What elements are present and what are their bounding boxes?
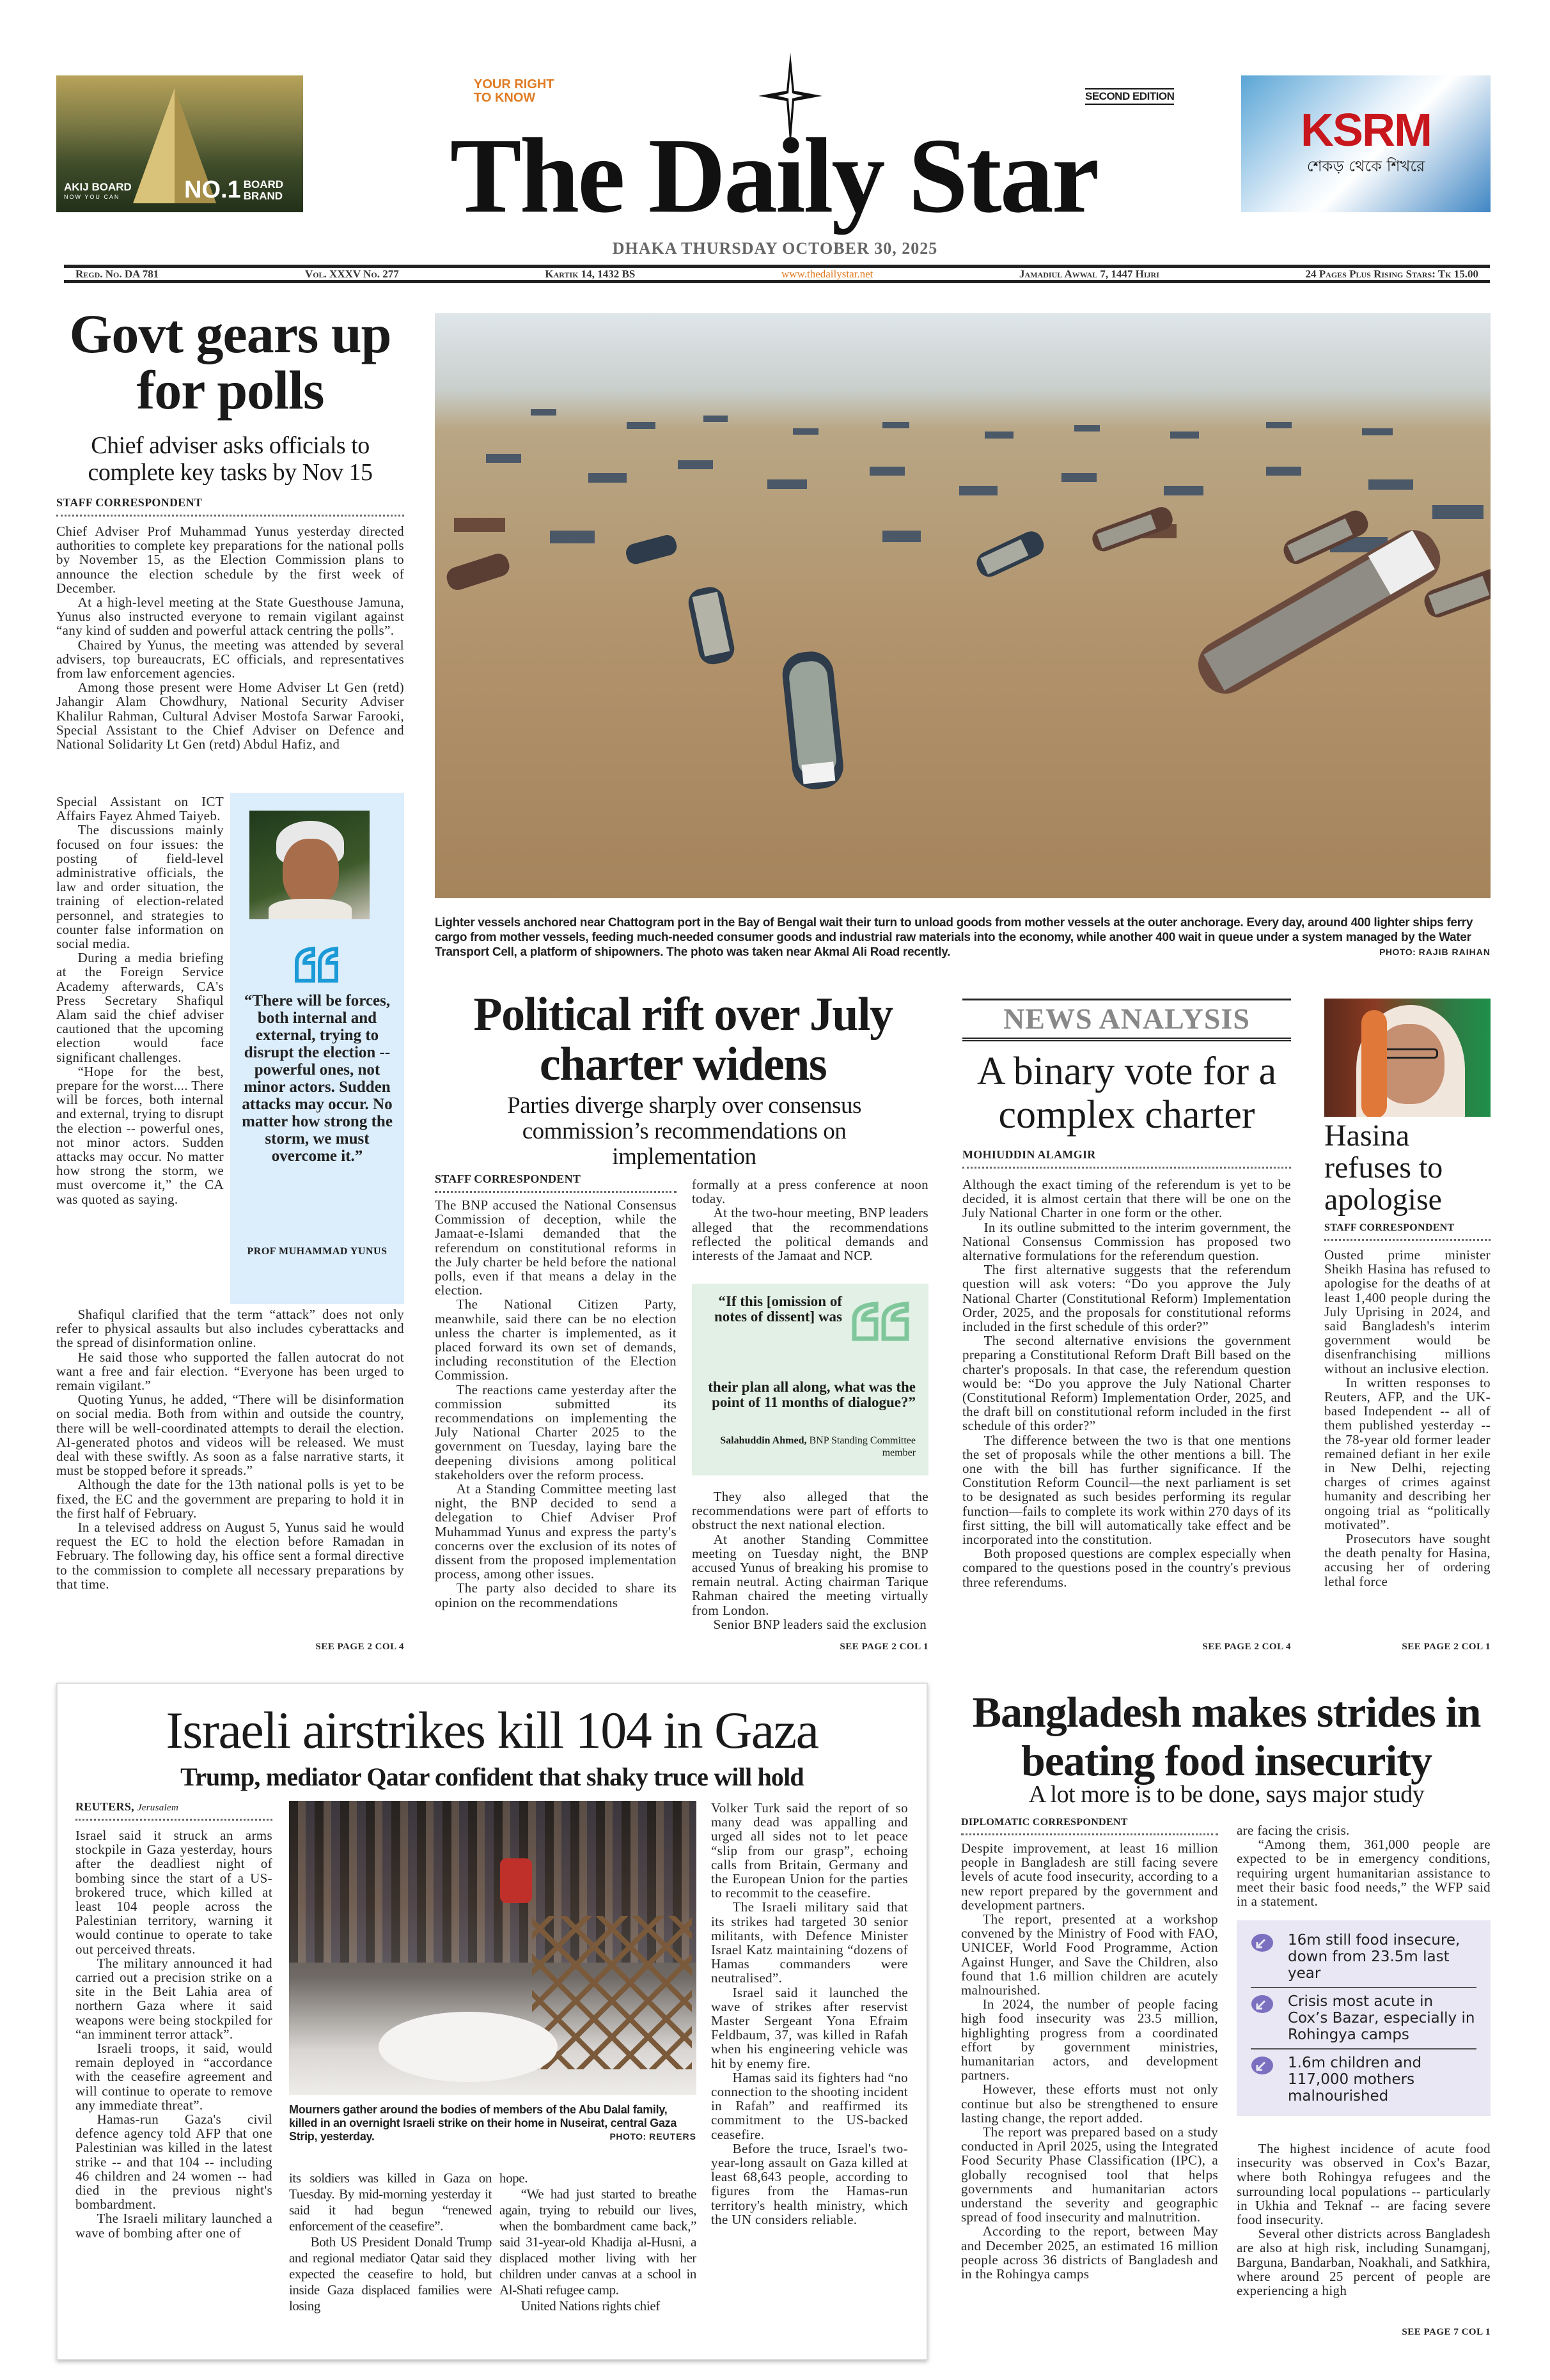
charter-byline: STAFF CORRESPONDENT <box>435 1172 677 1193</box>
paragraph: Chief Adviser Prof Muhammad Yunus yesterday directed authorities to complete key preparations for the national polls by November 15, as the Election Commission plans to announce the election schedule by the first week of December. <box>56 524 404 596</box>
paragraph: Ousted prime minister Sheikh Hasina has refused to apologise for the deaths of at least 1,400 people during the July Uprising in 2024, and said Bangladesh's interim government would be disenfranchising millions without an inclusive election. <box>1324 1248 1491 1376</box>
arrow-circle-icon <box>1251 1995 1274 2014</box>
charter-subhead: Parties diverge sharply over consensus commission’s recommendations on implementation <box>507 1093 861 1170</box>
paragraph: Hamas-run Gaza's civil defence agency told AFP that one Palestinian was killed in the latest strike -- and that 104 -- including 46 children and 24 women -- had died in the previous night's bombardment. <box>75 2112 272 2213</box>
hasina-headline[interactable]: Hasina refuses to apologise <box>1324 1119 1443 1217</box>
quote-speaker-name: Salahuddin Ahmed, <box>720 1435 807 1446</box>
gaza-body-col-1 <box>75 1828 272 2353</box>
paragraph: Chaired by Yunus, the meeting was attended by several advisers, top bureaucrats, EC officials, and representatives from law enforcement agencies. <box>56 637 404 681</box>
news-analysis-kicker <box>962 999 1291 1041</box>
paragraph: At the two-hour meeting, BNP leaders alleged that the recommendations reflected the political demands and interests of the Jamaat and NCP. <box>692 1205 928 1263</box>
pull-quote-text-2: their plan all along, what was the point of 11 months of dialogue?” <box>708 1379 916 1410</box>
pull-quote-attribution: PROF MUHAMMAD YUNUS <box>247 1246 388 1257</box>
food-body-col-2-bottom <box>1237 2142 1491 2312</box>
food-subhead: A lot more is to be done, says major study <box>1028 1781 1425 1808</box>
paragraph: The BNP accused the National Consensus Commission of deception, while the Jamaat-e-Islami demanded that the referendum on constitutional reforms in the July charter be held before the national polls, even if that means a delay in the election. <box>435 1198 677 1298</box>
charter-pull-quote-box <box>692 1284 928 1475</box>
gaza-byline <box>75 1800 272 1821</box>
paragraph: Special Assistant on ICT Affairs Fayez Ahmed Taiyeb. <box>56 795 224 824</box>
food-body-col-1 <box>961 1841 1218 2353</box>
paragraph: The report, presented at a workshop convened by the Ministry of Food with FAO, UNICEF, World Food Programme, Action Against Hunger, and Save the Children, also found that 1.6 million children are acutely malnourished. <box>961 1911 1218 1998</box>
paragraph: “Hope for the best, prepare for the worst.... There will be forces, both internal and external, trying to disrupt the election -- powerful ones, not minor actors. Sudden attacks may occur. No matter how strong the storm, we must overcome it,” the CA was quoted as saying. <box>56 1063 224 1207</box>
paragraph: In written responses to Reuters, AFP, and the UK-based Independent -- all of them published yesterday -- the 78-year old former leader remained defiant in her exile in New Delhi, rejecting charges of crimes against humanity and describing her ongoing trial as “politically motivated”. <box>1324 1374 1491 1532</box>
paragraph: Senior BNP leaders said the exclusion <box>713 1616 927 1632</box>
paragraph: are facing the crisis. <box>1237 1823 1350 1838</box>
polls-subhead: Chief adviser asks officials to complete key tasks by Nov 15 <box>88 432 373 486</box>
polls-body-bottom <box>56 1307 404 1638</box>
ad-slogan: NOW YOU CAN <box>64 194 120 200</box>
quote-speaker-role: BNP Standing Committee member <box>809 1435 916 1458</box>
gaza-body-col-3 <box>499 2170 696 2349</box>
paragraph: Although the date for the 13th national polls is yet to be fixed, the EC and the government are preparing to hold it in the first half of February. <box>56 1477 404 1521</box>
paragraph: formally at a press conference at noon today. <box>692 1178 928 1207</box>
paragraph: The second alternative envisions the government preparing a Constitutional Reform Draft Bill based on the charter's proposals. In that case, the referendum question would be: “Do you approve the July National Charter (Constitutional Reform) Implementation Order, 2025, and the draft bill on constitutional reform included in the first schedule of this order?” <box>962 1333 1291 1434</box>
paragraph: Israeli troops, it said, would remain deployed in “accordance with the ceasefire agreement and will continue to operate to remove any immediate threat”. <box>75 2041 272 2113</box>
paragraph: The highest incidence of acute food insecurity was observed in Cox's Bazar, where both Rohingya refugees and the surrounding local populations -- particularly in Ukhia and Teknaf -- are facing severe food insecurity. <box>1237 2142 1491 2228</box>
charter-body-col-2-top <box>692 1178 928 1263</box>
ad-slogan: শেকড় থেকে শিখরে <box>1306 157 1425 175</box>
gaza-body-col-2 <box>289 2170 492 2349</box>
arrow-circle-icon <box>1251 2056 1274 2075</box>
lead-photo-caption <box>435 915 1491 960</box>
masthead-tagline <box>474 78 554 105</box>
paragraph: In 2024, the number of people facing high food insecurity was 23.5 million, highlighting progress from a coordinated effort by government ministries, humanitarian actors, and development partners. <box>961 1996 1218 2083</box>
paragraph: However, these efforts must not only continue but also be strengthened to ensure lasting change, the report added. <box>961 2081 1218 2126</box>
photo-credit <box>1379 945 1491 960</box>
ad-claim-1: BOARD <box>243 178 284 191</box>
polls-byline: STAFF CORRESPONDENT <box>56 496 404 517</box>
food-key-facts-box <box>1237 1920 1491 2116</box>
paragraph: He said those who supported the fallen autocrat do not want a free and fair election. “Everyone has been urged to remain vigilant.” <box>56 1349 404 1394</box>
ad-akij-board[interactable] <box>56 75 303 212</box>
paragraph: hope. <box>499 2170 528 2186</box>
edition-label: SECOND EDITION <box>1085 88 1174 105</box>
photo-credit <box>610 2130 697 2143</box>
paragraph: Hamas said its fighters had “no connection to the shooting incident in Rafah” and reaffirmed its commitment to the US-backed ceasefire. <box>711 2069 908 2142</box>
paragraph: United Nations rights chief <box>521 2298 660 2314</box>
credit-label: PHOTO: <box>609 2131 646 2142</box>
bengali-date: Kartik 14, 1432 BS <box>545 267 636 280</box>
paragraph: “Among them, 361,000 people are expected to be in emergency conditions, requiring urgent humanitarian assistance to meet their basic food needs,” the WFP said in a statement. <box>1237 1837 1491 1909</box>
caption-text: Lighter vessels anchored near Chattogram port in the Bay of Bengal wait their turn to unload goods from mother vessels at the outer anchorage. Every day, around 400 lighter ships ferry cargo from mother vessels, feeding much-needed consumer goods and industrial raw materials into the economy, while another 400 wait in queue under a system managed by the Water Transport Cell, a platform of shipowners. The photo was taken near Akmal Ali Road recently. <box>435 916 1473 959</box>
ad-ksrm[interactable] <box>1241 75 1491 212</box>
paragraph: At another Standing Committee meeting on Tuesday night, the BNP accused Yunus of breaking his promise to remain neutral. Acting chairman Tarique Rahman chaired the meeting virtually from London. <box>692 1531 928 1618</box>
tagline-line-2: TO KNOW <box>474 91 536 105</box>
paragraph: The report was prepared based on a study conducted in April 2025, using the Integrated Food Security Phase Classification (IPC), a globally recognised tool that helps governments and humanitarian actors understand the severity and geographic spread of food insecurity and malnutrition. <box>961 2124 1218 2225</box>
paragraph: Israel said it struck an arms stockpile in Gaza yesterday, hours after the deadliest night of bombing since the start of a US-brokered truce, which killed at least 104 people across the Palestinian territory, warning it would continue to operate to take out perceived threats. <box>75 1828 272 1957</box>
analysis-headline[interactable]: A binary vote for a complex charter <box>976 1050 1277 1137</box>
gaza-photo-mourners <box>289 1801 696 2095</box>
ad-rank: NO.1 <box>184 176 241 203</box>
paragraph: At a high-level meeting at the State Guesthouse Jamuna, Yunus also instructed everyone to remain vigilant against “any kind of sudden and powerful attack centring the polls”. <box>56 595 404 639</box>
charter-headline[interactable]: Political rift over July charter widens <box>473 988 893 1091</box>
ad-brand: KSRM <box>1301 105 1431 156</box>
kicker-text: NEWS ANALYSIS <box>1003 1002 1250 1035</box>
paragraph: Among those present were Home Adviser Lt Gen (retd) Jahangir Alam Chowdhury, National Security Adviser Khalilur Rahman, Cultural Adviser Mostofa Sarwar Farooki, Special Assistant to the Chief Adviser on Defence and National Solidarity Lt Gen (retd) Abdul Hafiz, and <box>56 680 404 752</box>
paragraph: Both proposed questions are complex especially when compared to the questions posed in the country's previous three referendums. <box>962 1546 1291 1590</box>
polls-body-top <box>56 524 404 794</box>
website-link[interactable]: www.thedailystar.net <box>781 267 873 280</box>
paragraph: Although the exact timing of the referendum is yet to be decided, it is almost certain that there will be one on the July National Charter in one form or the other. <box>962 1178 1291 1221</box>
hijri-date: Jamadiul Awwal 7, 1447 Hijri <box>1019 267 1159 280</box>
paragraph: Shafiqul clarified that the term “attack” does not only refer to physical assaults but also includes cyberattacks and the spread of disinformation online. <box>56 1307 404 1351</box>
paragraph: The first alternative suggests that the referendum question will ask voters: “Do you approve the July National Charter (Constitutional Reform) Implementation Order, 2025, and the proposals for constitutional reforms included in the first schedule of this order?” <box>962 1262 1291 1335</box>
dateline: DHAKA THURSDAY OCTOBER 30, 2025 <box>612 239 938 258</box>
credit-name: RAJIB RAIHAN <box>1418 947 1491 957</box>
food-byline: DIPLOMATIC CORRESPONDENT <box>961 1817 1218 1835</box>
analysis-jump-link[interactable]: SEE PAGE 2 COL 4 <box>1202 1642 1291 1652</box>
paragraph: Volker Turk said the report of so many dead was appalling and urged all sides not to let peace “slip from our grasp”, echoing calls from Britain, Germany and the European Union for the parties to recommit to the ceasefire. <box>711 1801 908 1901</box>
masthead-title[interactable]: The Daily Star <box>450 116 1098 235</box>
paragraph: Prosecutors have sought the death penalty for Hasina, accusing her of ordering lethal force <box>1324 1531 1491 1589</box>
key-fact-item <box>1251 2049 1476 2110</box>
paragraph: The difference between the two is that one mentions the set of proposals while the other mentions a bill. The one with the bill has further significance. If the Constitution Reform Council—the next parliament is set to be designated as such besides performing its regular function—fails to complete its work within 270 days of its first sitting, the bill will automatically take effect and be incorporated into the constitution. <box>962 1432 1291 1548</box>
pull-quote-text: “There will be forces, both internal and external, trying to disrupt the election -- powerful ones, not minor actors. Sudden attacks may occur. No matter how strong the storm, we must overcome it.” <box>242 992 393 1165</box>
volume-number: Vol. XXXV No. 277 <box>304 267 399 280</box>
quote-mark-icon <box>294 946 340 983</box>
paragraph: Both US President Donald Trump and regional mediator Qatar said they expected the ceasefire to hold, but inside Gaza displaced families were losing <box>289 2234 492 2314</box>
paragraph: Israel said it launched the wave of strikes after reservist Master Sergeant Yona Efraim Feldbaum, 37, was killed in Rafah when his engineering vehicle was hit by enemy fire. <box>711 1984 908 2071</box>
byline-place: Jerusalem <box>137 1803 179 1813</box>
key-fact-text: 1.6m children and 117,000 mothers malnourished <box>1288 2055 1422 2104</box>
food-headline[interactable]: Bangladesh makes strides in beating food insecurity <box>972 1688 1481 1785</box>
key-fact-text: Crisis most acute in Cox’s Bazar, especially in Rohingya camps <box>1288 1993 1475 2043</box>
key-fact-text: 16m still food insecure, down from 23.5m last year <box>1288 1932 1460 1982</box>
polls-pull-quote-box <box>230 793 404 1304</box>
paragraph: During a media briefing at the Foreign Service Academy afterwards, CA's Press Secretary Shafiqul Alam said the chief adviser cautioned that the upcoming election would face significant challenges. <box>56 950 224 1065</box>
gaza-headline[interactable]: Israeli airstrikes kill 104 in Gaza <box>166 1701 818 1759</box>
paragraph: Despite improvement, at least 16 million people in Bangladesh are still facing severe levels of acute food insecurity, according to a new report prepared by the government and development partners. <box>961 1841 1218 1913</box>
paragraph: The party also decided to share its opinion on the recommendations <box>435 1580 677 1610</box>
ad-claim-2: BRAND <box>243 189 283 202</box>
polls-jump-link[interactable]: SEE PAGE 2 COL 4 <box>315 1642 404 1652</box>
gaza-subhead: Trump, mediator Qatar confident that shaky truce will hold <box>180 1762 804 1791</box>
hasina-jump-link[interactable]: SEE PAGE 2 COL 1 <box>1402 1642 1491 1652</box>
registration-number: Regd. No. DA 781 <box>75 267 159 280</box>
key-fact-item <box>1251 1927 1476 1988</box>
paragraph: The Israeli military said that its strikes had targeted 30 senior militants, with Defence Minister Israel Katz maintaining “dozens of Hamas commanders were neutralised”. <box>711 1899 908 1986</box>
paragraph: “We had just started to breathe again, trying to rebuild our lives, when the bombardment came back,” said 31-year-old Khadija al-Husni, a displaced mother living with her children under canvas at a school in Al-Shati refugee camp. <box>499 2186 696 2298</box>
hasina-photo <box>1324 999 1491 1117</box>
paragraph: The National Citizen Party, meanwhile, said there can be no election unless the charter is implemented, as it placed forward its own set of demands, including reconstitution of the Election Commission. <box>435 1296 677 1383</box>
info-bar <box>64 265 1490 283</box>
hasina-byline: STAFF CORRESPONDENT <box>1324 1222 1491 1241</box>
arrow-circle-icon <box>1251 1933 1274 1952</box>
gaza-photo-caption <box>289 2103 696 2143</box>
food-body-col-2-top <box>1237 1823 1491 1913</box>
charter-jump-link[interactable]: SEE PAGE 2 COL 1 <box>840 1642 928 1652</box>
pages-price: 24 Pages Plus Rising Stars: Tk 15.00 <box>1305 267 1478 280</box>
analysis-byline: MOHIUDDIN ALAMGIR <box>962 1148 1291 1169</box>
caption-text: Mourners gather around the bodies of members of the Abu Dalal family, killed in an overnight Israeli strike on their home in Nuseirat, central Gaza Strip, yesterday. <box>289 2103 677 2143</box>
lead-photo-lighter-vessels <box>435 313 1491 898</box>
credit-name: REUTERS <box>649 2131 696 2142</box>
paragraph: The reactions came yesterday after the commission submitted its recommendations on implementing the July National Charter 2025 to the government on Tuesday, laying bare the deepening divisions among political stakeholders over the reform process. <box>435 1381 677 1482</box>
polls-body-narrow <box>56 795 224 1306</box>
paragraph: According to the report, between May and December 2025, an estimated 16 million people across 36 districts of Bangladesh and in the Rohingya camps <box>961 2223 1218 2282</box>
pull-quote-attribution <box>705 1435 916 1459</box>
byline-agency: REUTERS, <box>75 1800 134 1813</box>
paragraph: They also alleged that the recommendations were part of efforts to obstruct the next national election. <box>692 1489 928 1533</box>
hasina-body <box>1324 1248 1491 1638</box>
paragraph: Several other districts across Bangladesh are also at high risk, including Sunamganj, Barguna, Bandarban, Noakhali, and Satkhira, where around 25 percent of people are experiencing a high <box>1237 2226 1491 2299</box>
food-jump-link[interactable]: SEE PAGE 7 COL 1 <box>1402 2327 1491 2337</box>
pull-quote-text-1: “If this [omission of notes of dissent] was <box>714 1293 842 1325</box>
paragraph: its soldiers was killed in Gaza on Tuesday. By mid-morning yesterday it said it had begun “renewed enforcement of the ceasefire”. <box>289 2170 492 2234</box>
paragraph: In its outline submitted to the interim government, the National Consensus Commission has proposed two alternative formulations for the referendum question. <box>962 1219 1291 1264</box>
paragraph: At a Standing Committee meeting last night, the BNP decided to send a delegation to Chief Adviser Prof Muhammad Yunus and express the party's concerns over the exclusion of its notes of dissent from the proposed implementation process, among other issues. <box>435 1481 677 1582</box>
paragraph: The Israeli military launched a wave of bombing after one of <box>75 2211 272 2241</box>
tagline-line-1: YOUR RIGHT <box>474 77 554 91</box>
ad-brand: AKIJ BOARD <box>64 181 132 193</box>
quote-mark-icon <box>852 1302 911 1341</box>
charter-body-col-2-bottom <box>692 1489 928 1637</box>
paragraph: Quoting Yunus, he added, “There will be disinformation on social media. Both from within and outside the country, there will be well-coordinated attempts to derail the election. AI-generated photos and videos will be released. We must deal with these swiftly. As soon as a false narrative starts, it must be stopped before it spreads.” <box>56 1392 404 1479</box>
yunus-photo <box>249 811 370 919</box>
polls-headline[interactable]: Govt gears up for polls <box>69 303 391 421</box>
key-fact-item <box>1251 1988 1476 2049</box>
paragraph: The military announced it had carried out a precision strike on a site in the Beit Lahia area of northern Gaza where it said weapons were being stockpiled for “an imminent terror attack”. <box>75 1955 272 2042</box>
paragraph: In a televised address on August 5, Yunus said he would request the EC to hold the election before Ramadan in February. The following day, his office sent a formal directive to the commission to complete all necessary preparations by that time. <box>56 1520 404 1592</box>
charter-body-col-1 <box>435 1198 677 1639</box>
paragraph: The discussions mainly focused on four issues: the posting of field-level administrative officials, the law and order situation, the training of election-related personnel, and strategies to counter false information on social media. <box>56 822 224 952</box>
credit-label: PHOTO: <box>1379 947 1416 957</box>
paragraph: Before the truce, Israel's two-year-long assault on Gaza killed at least 68,643 people, according to figures from the Hamas-run territory's health ministry, which the UN considers reliable. <box>711 2140 908 2227</box>
analysis-body <box>962 1178 1291 1638</box>
gaza-body-col-4 <box>711 1801 908 2351</box>
